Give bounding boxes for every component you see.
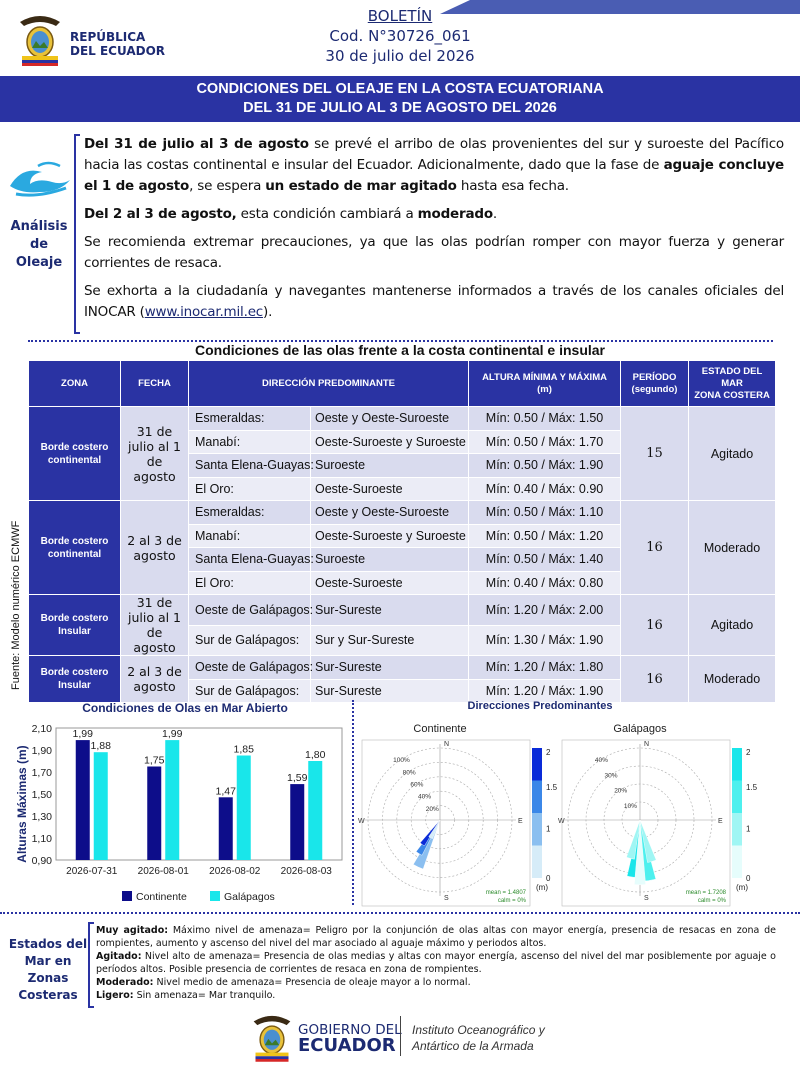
colorbar-segment: [732, 846, 742, 879]
rose-group-title: Direcciones Predominantes: [467, 700, 613, 712]
country-name: [70, 30, 165, 58]
x-tick-label: 2026-08-01: [137, 866, 189, 877]
y-tick-label: 1,90: [31, 745, 52, 757]
zone-cell: Borde costero continental: [29, 501, 121, 595]
period-cell: 15: [621, 407, 689, 501]
region-cell: Santa Elena-Guayas:: [189, 548, 311, 572]
legend-swatch: [210, 891, 220, 901]
colorbar-segment: [732, 813, 742, 846]
table-row: [29, 656, 776, 680]
height-cell: Mín: 1.30 / Máx: 1.90: [469, 625, 621, 656]
analysis-text-span: .: [492, 206, 497, 222]
bar-galapagos: [308, 761, 322, 860]
bar-continente: [219, 797, 233, 860]
colorbar-tick: 1: [546, 824, 551, 834]
rose-ring-label: 60%: [410, 781, 424, 789]
region-cell: Santa Elena-Guayas:: [189, 454, 311, 478]
title-line1: CONDICIONES DEL OLEAJE EN LA COSTA ECUATORIANA: [196, 81, 604, 97]
x-tick-label: 2026-07-31: [66, 866, 118, 877]
analysis-paragraph-1: [84, 134, 784, 197]
rose-ring-label: 40%: [594, 757, 608, 765]
bar-continente: [76, 740, 90, 860]
height-cell: Mín: 0.50 / Máx: 1.10: [469, 501, 621, 525]
compass-label: N: [644, 741, 650, 748]
bar-value-label: 1,99: [162, 728, 183, 741]
state-desc: Nivel medio de amenaza= Presencia de oleaje mayor a lo normal.: [153, 977, 471, 988]
compass-label: N: [444, 741, 450, 748]
analysis-date-range: Del 31 de julio al 3 de agosto: [84, 136, 309, 152]
sea-state-cell: Agitado: [689, 595, 776, 656]
analysis-paragraph-2: [84, 204, 784, 225]
colorbar-tick: 0: [746, 874, 751, 883]
table-header-row: [29, 361, 776, 407]
analysis-label-line1: Análisis: [10, 219, 68, 234]
bulletin-date: 30 de julio del 2026: [325, 47, 475, 65]
wave-conditions-table: [28, 360, 776, 703]
zone-cell: Borde costero Insular: [29, 656, 121, 703]
bar-value-label: 1,75: [144, 754, 165, 767]
states-label-line3: Costeras: [18, 988, 78, 1002]
colorbar-tick: 1: [746, 824, 751, 834]
zone-cell: Borde costero Insular: [29, 595, 121, 656]
analysis-text-span: se prevé el arribo de olas provenientes del sur y suroeste del Pacífico hacia las costas continental e insular del Ecuador. Adicionalmente, dado que la fase de: [84, 136, 784, 173]
analysis-date-range-2: Del 2 al 3 de agosto,: [84, 206, 237, 222]
header-estado-line1: ESTADO DEL: [701, 365, 763, 377]
region-cell: El Oro:: [189, 571, 311, 595]
region-cell: Sur de Galápagos:: [189, 679, 311, 703]
height-cell: Mín: 0.50 / Máx: 1.20: [469, 524, 621, 548]
gob-line2: ECUADOR: [298, 1035, 396, 1056]
colorbar-tick: 1.5: [546, 783, 558, 792]
table-row: [29, 407, 776, 431]
state-moderado: [96, 976, 776, 989]
bulletin-code: Cod. N°30726_061: [329, 27, 471, 45]
government-name: [298, 1022, 402, 1054]
rose-ring-label: 20%: [614, 787, 628, 795]
y-tick-label: 1,70: [31, 767, 52, 779]
bar-continente: [290, 784, 304, 860]
legend-label: Continente: [136, 891, 187, 903]
colorbar-segment: [532, 813, 542, 846]
height-cell: Mín: 1.20 / Máx: 1.90: [469, 679, 621, 703]
state-agitado: [96, 950, 776, 976]
sea-state-cell: Moderado: [689, 501, 776, 595]
analysis-paragraph-4: [84, 281, 784, 323]
colorbar-tick: 1.5: [746, 783, 758, 792]
rose-ring-label: 10%: [623, 802, 637, 810]
bar-value-label: 1,59: [287, 772, 308, 785]
region-cell: Oeste de Galápagos:: [189, 656, 311, 680]
region-cell: Esmeraldas:: [189, 407, 311, 431]
title-line2: DEL 31 DE JULIO AL 3 DE AGOSTO DEL 2026: [243, 100, 557, 116]
colorbar-segment: [732, 748, 742, 781]
table-title: Condiciones de las olas frente a la costa continental e insular: [194, 342, 605, 358]
coat-of-arms-logo-footer: [250, 1012, 294, 1062]
rose-frame: [362, 740, 530, 906]
rose-title: Continente: [413, 723, 467, 735]
analysis-bracket: [74, 134, 80, 334]
chart-divider: [352, 700, 354, 905]
height-cell: Mín: 0.50 / Máx: 1.50: [469, 407, 621, 431]
header-estado-line3: ZONA COSTERA: [694, 389, 770, 401]
height-cell: Mín: 0.50 / Máx: 1.70: [469, 430, 621, 454]
header-periodo-line2: (segundo): [631, 383, 678, 395]
state-term: Moderado:: [96, 977, 154, 988]
direction-cell: Sur-Sureste: [311, 679, 469, 703]
colorbar-segment: [732, 781, 742, 814]
table-row: [29, 501, 776, 525]
wind-rose-continente: [360, 712, 560, 908]
period-cell: 16: [621, 595, 689, 656]
inst-line1: Instituto Oceanográfico y: [412, 1023, 545, 1037]
compass-label: S: [444, 895, 449, 902]
section-divider: [0, 912, 800, 914]
period-cell: 16: [621, 501, 689, 595]
country-line1: REPÚBLICA: [70, 30, 146, 44]
rose-ring-label: 40%: [418, 793, 432, 801]
rose-ring-label: 20%: [425, 805, 439, 813]
header-direccion: DIRECCIÓN PREDOMINANTE: [189, 361, 469, 407]
colorbar-unit: (m): [736, 883, 748, 892]
direction-cell: Oeste-Suroeste: [311, 571, 469, 595]
compass-label: W: [558, 818, 565, 825]
region-cell: Oeste de Galápagos:: [189, 595, 311, 626]
bar-galapagos: [94, 752, 108, 860]
state-desc: Sin amenaza= Mar tranquilo.: [133, 990, 276, 1001]
direction-cell: Oeste-Suroeste y Suroeste: [311, 524, 469, 548]
compass-label: E: [718, 818, 723, 825]
colorbar-tick: 2: [546, 748, 551, 757]
header-estado-line2: MAR: [721, 377, 743, 389]
analysis-aguaje: aguaje concluye el 1 de agosto: [84, 157, 785, 194]
state-desc: Máximo nivel de amenaza= Peligro por la conjunción de olas altas con mayor energía, presencia de resacas en zona de rompientes, aumento y ascenso del nivel del mar asociado al aguaje máximo y periodos altos.: [96, 925, 777, 949]
footer-separator: [400, 1016, 401, 1056]
sea-state-cell: Moderado: [689, 656, 776, 703]
bar-value-label: 1,88: [90, 740, 111, 753]
date-cell: 2 al 3 de agosto: [121, 656, 189, 703]
height-cell: Mín: 0.40 / Máx: 0.90: [469, 477, 621, 501]
bar-galapagos: [237, 756, 251, 861]
state-ligero: [96, 989, 776, 1002]
y-tick-label: 1,50: [31, 789, 52, 801]
legend-swatch: [122, 891, 132, 901]
period-cell: 16: [621, 656, 689, 703]
states-label-line1: Estados del: [8, 937, 88, 951]
state-desc: Nivel alto de amenaza= Presencia de olas medias y altas con mayor energía, ascenso del nivel del mar posiblemente por aguaje o períodos altos. Posible presencia de corrientes de resaca en zona de rompientes.: [96, 951, 776, 975]
states-bracket: [88, 922, 94, 1008]
compass-label: E: [518, 818, 523, 825]
bulletin-label: BOLETÍN: [367, 7, 433, 25]
height-cell: Mín: 0.40 / Máx: 0.80: [469, 571, 621, 595]
rose-title: Galápagos: [613, 723, 667, 735]
page-title: [0, 76, 800, 122]
open-sea-bar-chart: [12, 716, 352, 906]
rose-calm: calm = 0%: [497, 898, 526, 904]
colorbar-segment: [532, 846, 542, 879]
colorbar-tick: 0: [546, 874, 551, 883]
states-label-line2: Mar en Zonas: [24, 954, 72, 985]
bar-value-label: 1,85: [233, 743, 254, 756]
zone-cell: Borde costero continental: [29, 407, 121, 501]
direction-cell: Suroeste: [311, 548, 469, 572]
header-estado: [689, 361, 776, 407]
state-term: Muy agitado:: [96, 925, 169, 936]
rose-mean: mean = 1.7208: [685, 890, 726, 896]
x-tick-label: 2026-08-02: [209, 866, 261, 877]
inocar-link[interactable]: www.inocar.mil.ec: [144, 304, 264, 320]
rose-ring-label: 80%: [402, 769, 416, 777]
direction-cell: Sur y Sur-Sureste: [311, 625, 469, 656]
coat-of-arms-logo: [16, 12, 64, 66]
rose-calm: calm = 0%: [697, 898, 726, 904]
bulletin-info: [290, 6, 510, 66]
source-note: Fuente: Modelo numérico ECMWF: [10, 520, 22, 690]
y-tick-label: 2,10: [31, 723, 52, 735]
rose-ring-label: 30%: [604, 772, 618, 780]
state-muy-agitado: [96, 924, 776, 950]
analysis-sea-state: un estado de mar agitado: [265, 178, 457, 194]
bar-value-label: 1,47: [215, 785, 236, 798]
direction-cell: Oeste y Oeste-Suroeste: [311, 407, 469, 431]
direction-cell: Oeste-Suroeste: [311, 477, 469, 501]
region-cell: Manabí:: [189, 524, 311, 548]
y-tick-label: 1,10: [31, 833, 52, 845]
date-cell: 2 al 3 de agosto: [121, 501, 189, 595]
analysis-text-span: hasta esa fecha.: [456, 178, 569, 194]
compass-label: S: [644, 895, 649, 902]
rose-mean: mean = 1.4807: [485, 890, 526, 896]
analysis-text-span: Se exhorta a la ciudadanía y navegantes mantenerse informados a través de los canales oficiales del INOCAR (: [84, 283, 784, 320]
header-altura-line1: ALTURA MÍNIMA Y MÁXIMA: [482, 371, 607, 383]
height-cell: Mín: 1.20 / Máx: 2.00: [469, 595, 621, 626]
header-altura-line2: (m): [537, 383, 552, 395]
date-cell: 31 de julio al 1 de agosto: [121, 595, 189, 656]
wind-rose-galapagos: [560, 712, 760, 908]
rose-ring-label: 100%: [393, 757, 410, 765]
bar-value-label: 1,80: [305, 749, 326, 761]
header-periodo-line1: PERÍODO: [632, 371, 677, 383]
analysis-paragraph-3: Se recomienda extremar precauciones, ya que las olas podrían romper con mayor fuerza y generar corrientes de resaca.: [84, 234, 784, 271]
institute-name: [412, 1022, 545, 1054]
colorbar-tick: 2: [746, 748, 751, 757]
y-tick-label: 0,90: [31, 855, 52, 867]
y-axis-label: Alturas Máximas (m): [15, 745, 29, 863]
height-cell: Mín: 1.20 / Máx: 1.80: [469, 656, 621, 680]
height-cell: Mín: 0.50 / Máx: 1.40: [469, 548, 621, 572]
bar-value-label: 1,99: [72, 728, 93, 741]
header-zona: ZONA: [29, 361, 121, 407]
bar-continente: [147, 767, 161, 861]
wave-icon: [8, 158, 72, 198]
region-cell: El Oro:: [189, 477, 311, 501]
header-fecha: FECHA: [121, 361, 189, 407]
direction-cell: Sur-Sureste: [311, 595, 469, 626]
analysis-label-line2: de Oleaje: [15, 237, 63, 270]
direction-cell: Sur-Sureste: [311, 656, 469, 680]
height-cell: Mín: 0.50 / Máx: 1.90: [469, 454, 621, 478]
colorbar-segment: [532, 781, 542, 814]
x-tick-label: 2026-08-03: [280, 866, 332, 877]
table-body: [29, 407, 776, 703]
state-term: Ligero:: [96, 990, 134, 1001]
analysis-moderado: moderado: [417, 206, 493, 222]
analysis-text-span: esta condición cambiará a: [236, 206, 418, 222]
legend-label: Galápagos: [224, 891, 275, 903]
analysis-label: [6, 218, 72, 272]
direction-cell: Oeste y Oeste-Suroeste: [311, 501, 469, 525]
colorbar-unit: (m): [536, 883, 548, 892]
analysis-text-span: , se espera: [189, 178, 266, 194]
bar-chart-title: Condiciones de Olas en Mar Abierto: [82, 701, 288, 715]
states-definitions: [96, 924, 776, 1002]
colorbar-segment: [532, 748, 542, 781]
compass-label: W: [358, 818, 365, 825]
direction-cell: Suroeste: [311, 454, 469, 478]
header-altura: [469, 361, 621, 407]
states-label: [6, 936, 90, 1004]
region-cell: Manabí:: [189, 430, 311, 454]
sea-state-cell: Agitado: [689, 407, 776, 501]
y-tick-label: 1,30: [31, 811, 52, 823]
table-row: [29, 595, 776, 626]
analysis-text-span: ).: [263, 304, 273, 320]
gob-line1: GOBIERNO DEL: [298, 1022, 402, 1038]
state-term: Agitado:: [96, 951, 142, 962]
inst-line2: Antártico de la Armada: [412, 1039, 534, 1053]
analysis-text: [84, 134, 784, 330]
region-cell: Sur de Galápagos:: [189, 625, 311, 656]
header-periodo: [621, 361, 689, 407]
date-cell: 31 de julio al 1 de agosto: [121, 407, 189, 501]
region-cell: Esmeraldas:: [189, 501, 311, 525]
bar-galapagos: [165, 740, 179, 860]
country-line2: DEL ECUADOR: [70, 44, 166, 58]
direction-cell: Oeste-Suroeste y Suroeste: [311, 430, 469, 454]
